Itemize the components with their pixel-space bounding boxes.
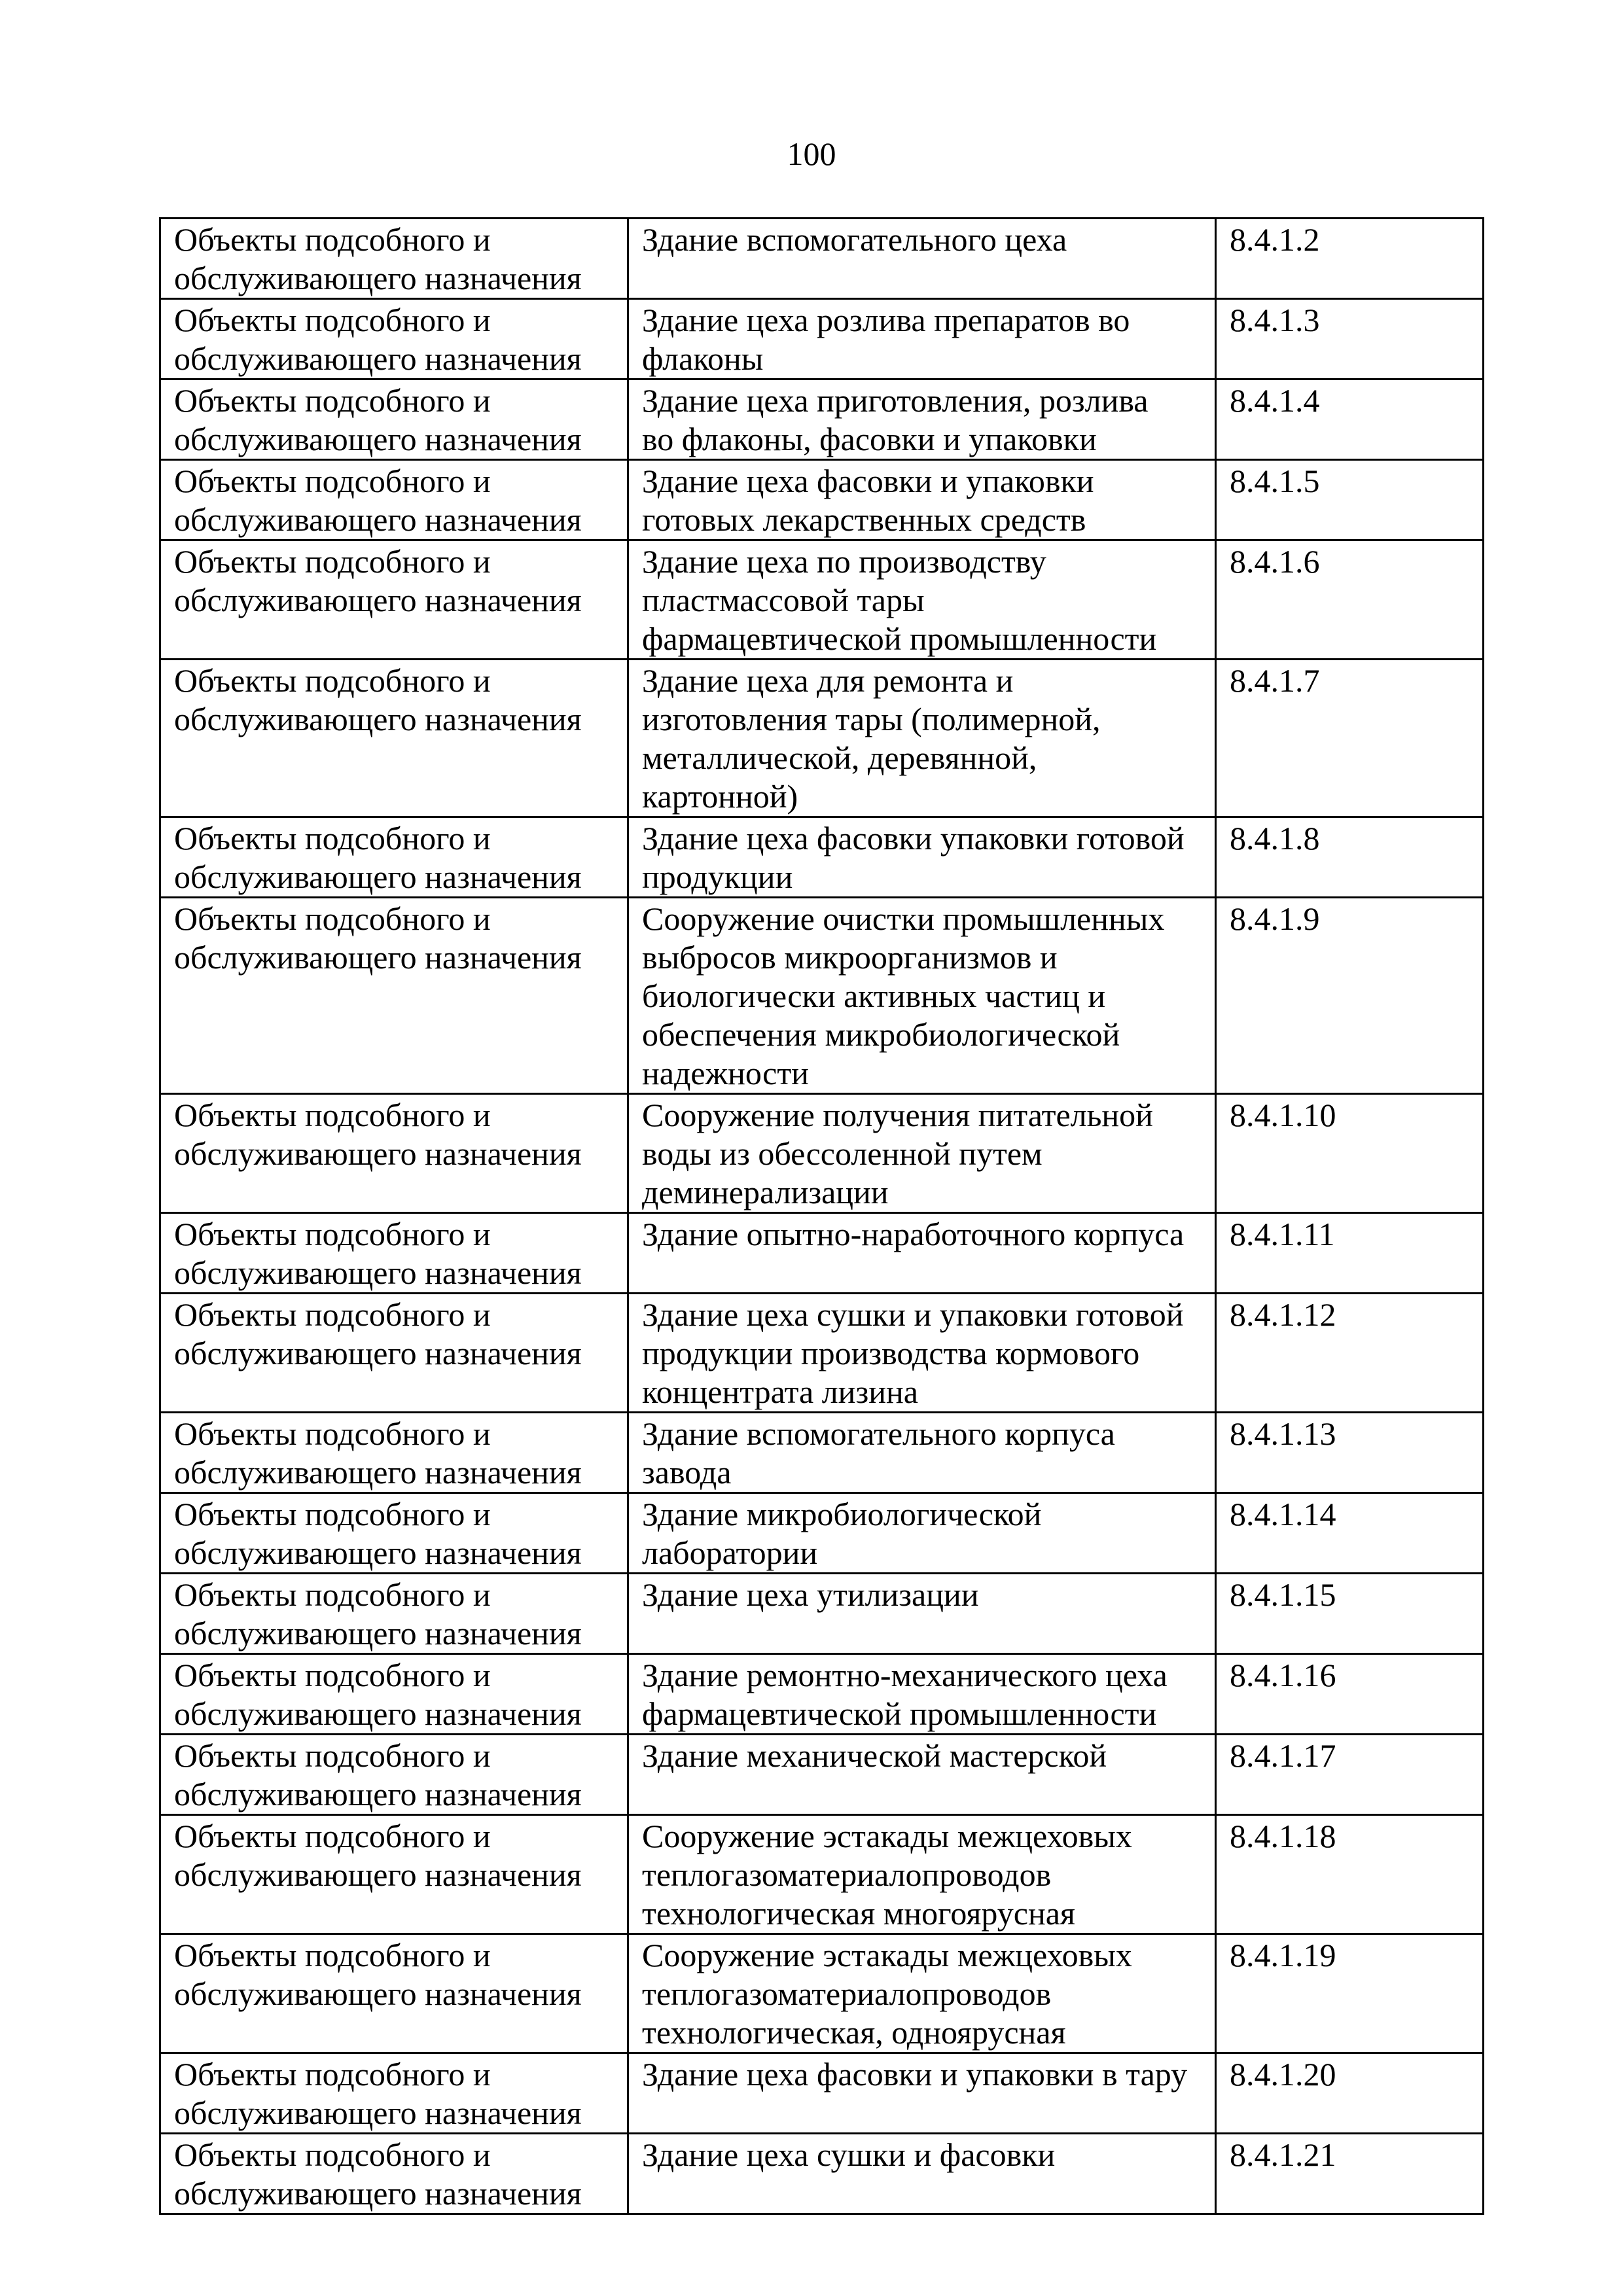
table-row: [160, 1815, 1484, 1934]
category-cell: Объекты подсобного и обслуживающего назначения: [160, 660, 628, 817]
objects-table: [159, 217, 1484, 2215]
object-name-cell: Сооружение получения питательной воды из обессоленной путем деминерализации: [628, 1094, 1216, 1213]
object-name-cell: Здание механической мастерской: [628, 1735, 1216, 1815]
code-cell: 8.4.1.3: [1216, 299, 1484, 380]
object-name-cell: Сооружение очистки промышленных выбросов микроорганизмов и биологически активных частиц и обеспечения микробиологической надежности: [628, 898, 1216, 1094]
category-cell: Объекты подсобного и обслуживающего назначения: [160, 540, 628, 660]
category-cell: Объекты подсобного и обслуживающего назначения: [160, 817, 628, 898]
object-name-cell: Здание ремонтно-механического цеха фармацевтической промышленности: [628, 1654, 1216, 1735]
code-cell: 8.4.1.19: [1216, 1934, 1484, 2053]
table-row: [160, 1213, 1484, 1294]
table-row: [160, 1493, 1484, 1574]
category-cell: Объекты подсобного и обслуживающего назначения: [160, 1094, 628, 1213]
category-cell: Объекты подсобного и обслуживающего назначения: [160, 299, 628, 380]
table-row: [160, 817, 1484, 898]
table-row: [160, 299, 1484, 380]
table-row: [160, 219, 1484, 299]
object-name-cell: Сооружение эстакады межцеховых теплогазоматериалопроводов технологическая многоярусная: [628, 1815, 1216, 1934]
object-name-cell: Здание опытно-наработочного корпуса: [628, 1213, 1216, 1294]
code-cell: 8.4.1.2: [1216, 219, 1484, 299]
code-cell: 8.4.1.4: [1216, 380, 1484, 460]
object-name-cell: Здание цеха фасовки и упаковки готовых лекарственных средств: [628, 460, 1216, 540]
category-cell: Объекты подсобного и обслуживающего назначения: [160, 460, 628, 540]
code-cell: 8.4.1.15: [1216, 1574, 1484, 1654]
page-number: 100: [787, 135, 836, 172]
object-name-cell: Здание цеха фасовки и упаковки в тару: [628, 2053, 1216, 2134]
code-cell: 8.4.1.5: [1216, 460, 1484, 540]
object-name-cell: Здание цеха по производству пластмассовой тары фармацевтической промышленности: [628, 540, 1216, 660]
object-name-cell: Здание цеха сушки и упаковки готовой продукции производства кормового концентрата лизина: [628, 1294, 1216, 1413]
code-cell: 8.4.1.6: [1216, 540, 1484, 660]
object-name-cell: Здание вспомогательного цеха: [628, 219, 1216, 299]
table-row: [160, 2053, 1484, 2134]
table-row: [160, 2134, 1484, 2214]
code-cell: 8.4.1.20: [1216, 2053, 1484, 2134]
table-row: [160, 1654, 1484, 1735]
table-row: [160, 660, 1484, 817]
category-cell: Объекты подсобного и обслуживающего назначения: [160, 1934, 628, 2053]
category-cell: Объекты подсобного и обслуживающего назначения: [160, 1213, 628, 1294]
category-cell: Объекты подсобного и обслуживающего назначения: [160, 898, 628, 1094]
code-cell: 8.4.1.11: [1216, 1213, 1484, 1294]
code-cell: 8.4.1.17: [1216, 1735, 1484, 1815]
code-cell: 8.4.1.7: [1216, 660, 1484, 817]
object-name-cell: Здание микробиологической лаборатории: [628, 1493, 1216, 1574]
object-name-cell: Здание цеха приготовления, розлива во флаконы, фасовки и упаковки: [628, 380, 1216, 460]
table-row: [160, 460, 1484, 540]
object-name-cell: Здание вспомогательного корпуса завода: [628, 1413, 1216, 1493]
table-row: [160, 1413, 1484, 1493]
code-cell: 8.4.1.21: [1216, 2134, 1484, 2214]
category-cell: Объекты подсобного и обслуживающего назначения: [160, 1574, 628, 1654]
object-name-cell: Сооружение эстакады межцеховых теплогазоматериалопроводов технологическая, одноярусная: [628, 1934, 1216, 2053]
category-cell: Объекты подсобного и обслуживающего назначения: [160, 1735, 628, 1815]
table-row: [160, 1934, 1484, 2053]
code-cell: 8.4.1.18: [1216, 1815, 1484, 1934]
category-cell: Объекты подсобного и обслуживающего назначения: [160, 1413, 628, 1493]
category-cell: Объекты подсобного и обслуживающего назначения: [160, 219, 628, 299]
category-cell: Объекты подсобного и обслуживающего назначения: [160, 1294, 628, 1413]
category-cell: Объекты подсобного и обслуживающего назначения: [160, 380, 628, 460]
code-cell: 8.4.1.9: [1216, 898, 1484, 1094]
table-row: [160, 380, 1484, 460]
code-cell: 8.4.1.10: [1216, 1094, 1484, 1213]
table-row: [160, 1735, 1484, 1815]
table-row: [160, 1094, 1484, 1213]
object-name-cell: Здание цеха утилизации: [628, 1574, 1216, 1654]
category-cell: Объекты подсобного и обслуживающего назначения: [160, 2134, 628, 2214]
code-cell: 8.4.1.13: [1216, 1413, 1484, 1493]
category-cell: Объекты подсобного и обслуживающего назначения: [160, 1815, 628, 1934]
code-cell: 8.4.1.12: [1216, 1294, 1484, 1413]
object-name-cell: Здание цеха для ремонта и изготовления тары (полимерной, металлической, деревянной, картонной): [628, 660, 1216, 817]
code-cell: 8.4.1.8: [1216, 817, 1484, 898]
table-row: [160, 1574, 1484, 1654]
category-cell: Объекты подсобного и обслуживающего назначения: [160, 1654, 628, 1735]
object-name-cell: Здание цеха сушки и фасовки: [628, 2134, 1216, 2214]
table-row: [160, 898, 1484, 1094]
code-cell: 8.4.1.16: [1216, 1654, 1484, 1735]
object-name-cell: Здание цеха розлива препаратов во флаконы: [628, 299, 1216, 380]
object-name-cell: Здание цеха фасовки упаковки готовой продукции: [628, 817, 1216, 898]
table-row: [160, 1294, 1484, 1413]
category-cell: Объекты подсобного и обслуживающего назначения: [160, 1493, 628, 1574]
code-cell: 8.4.1.14: [1216, 1493, 1484, 1574]
category-cell: Объекты подсобного и обслуживающего назначения: [160, 2053, 628, 2134]
table-row: [160, 540, 1484, 660]
